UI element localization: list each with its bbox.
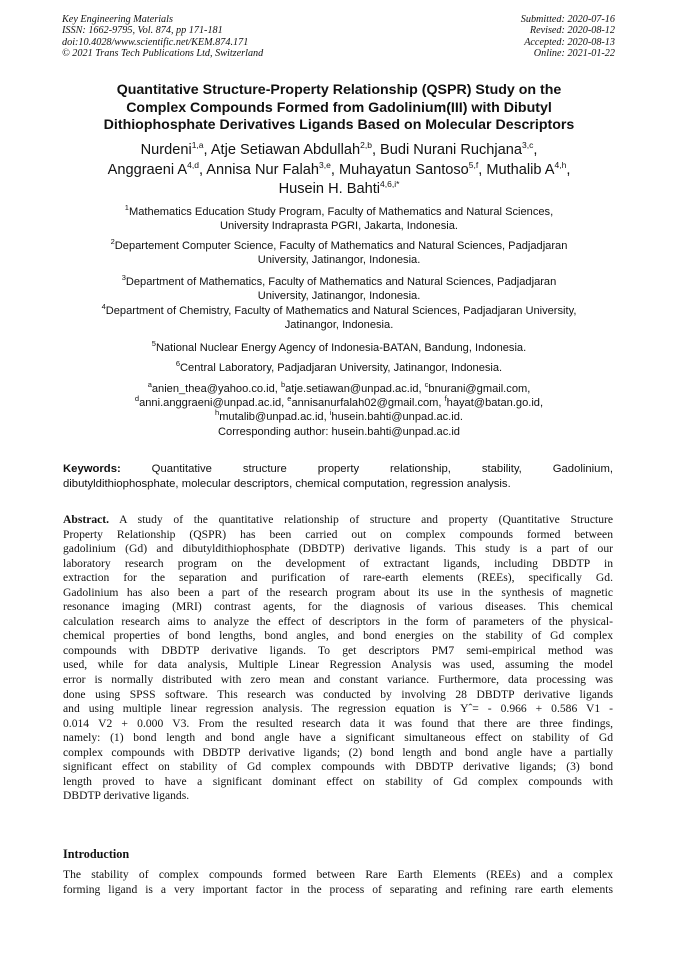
author-line (40, 161, 638, 181)
email-link[interactable]: anien_thea@yahoo.co.id, (151, 383, 281, 395)
email-key: i (329, 408, 332, 418)
email-link[interactable]: husein.bahti@unpad.ac.id. (331, 411, 463, 424)
abstract-line: laboratory research program on the development of extractant ligands, including DBDTP in (63, 556, 613, 570)
email-key: e (287, 394, 292, 404)
author-separator: , (533, 142, 538, 158)
affil-line: Jatinangor, Indonesia. (284, 319, 394, 332)
author-affil-sup: 4,d (187, 159, 199, 170)
affil-text: Central Laboratory, Padjadjaran University, Jatinangor, Indonesia. (180, 362, 503, 374)
author-name: Anggraeni A (107, 161, 188, 178)
abstract-line: DBDTP derivative ligands. (63, 789, 190, 803)
affil-line (40, 275, 638, 289)
keyword-word: relationship, (390, 463, 451, 475)
introduction-text (63, 868, 613, 898)
author-name: , Budi Nurani Ruchjana (371, 142, 523, 158)
abstract-line: calculation research aims to analyze the effect of descriptors in the form of parameters of the physical- (63, 614, 613, 628)
abstract (63, 513, 613, 804)
abstract-line: and using multiple linear regression analysis. The regression equation is Yˆ= - 0.966 + 0.586 V1 - (63, 702, 613, 716)
keyword-word: Gadolinium, (552, 463, 613, 475)
email-link[interactable]: hayat@batan.go.id, (446, 397, 544, 410)
author-affil-sup: 3,e (319, 159, 331, 170)
author-name: , Muthalib A (478, 161, 555, 178)
email-key: f (444, 394, 447, 404)
email-link[interactable]: atje.setiawan@unpad.ac.id, (285, 383, 425, 395)
online-date: Online: 2021-01-22 (533, 47, 615, 59)
affiliation-2 (40, 239, 638, 267)
abstract-line: error is normally distributed with zero mean and constant variance. Furthermore, data processing was (63, 673, 613, 687)
email-line (40, 410, 638, 424)
email-key: b (280, 380, 286, 389)
email-line (40, 396, 638, 410)
affil-line (40, 205, 638, 219)
email-key: a (147, 380, 152, 389)
author-line (40, 180, 638, 200)
affil-line (40, 341, 638, 355)
affiliation-5 (40, 341, 638, 355)
abstract-line: namely: (1) bond length and bond angle have a significant simultaneous effect on stability of Gd (63, 731, 613, 745)
affil-line: University Indraprasta PGRI, Jakarta, Indonesia. (219, 220, 458, 233)
email-line (40, 382, 638, 396)
journal-name: Key Engineering Materials (62, 14, 173, 25)
author-separator: , (566, 161, 571, 178)
author-affil-sup: 3,c (522, 140, 534, 150)
affil-number: 1 (124, 203, 129, 212)
abstract-line: Gadolinium has also been a part of the research program about its use in the synthesis of magnetic (63, 585, 613, 599)
affil-text: Departement Computer Science, Faculty of Mathematics and Natural Sciences, Padjadjaran (114, 240, 568, 252)
keyword-word: Quantitative (151, 463, 212, 475)
abstract-line: significant effect on stability of Gd complex compounds with DBDTP derivative ligands; (3) bond (63, 760, 613, 774)
copyright-line: © 2021 Trans Tech Publications Ltd, Switzerland (62, 47, 264, 59)
keyword-word: stability, (481, 463, 522, 475)
title-line: Dithiophosphate Derivatives Ligands Based on Molecular Descriptors (103, 117, 575, 133)
title-line: Quantitative Structure-Property Relationship (QSPR) Study on the (116, 82, 562, 98)
author-name: , Atje Setiawan Abdullah (203, 142, 361, 158)
issn-line: ISSN: 1662-9795, Vol. 874, pp 171-181 (62, 25, 223, 37)
abstract-label: Abstract. (63, 513, 110, 526)
abstract-line: used, while for data analysis, Multiple Linear Regression Analysis was used, assuming the model (63, 658, 613, 672)
author-affil-sup: 1,a (191, 140, 204, 150)
email-key: h (215, 408, 220, 418)
author-line (40, 141, 638, 161)
affiliation-3 (40, 275, 638, 303)
affil-line: University, Jatinangor, Indonesia. (257, 290, 421, 303)
author-name: , Muhayatun Santoso (330, 161, 469, 178)
email-key: c (424, 380, 429, 389)
email-link[interactable]: annisanurfalah02@gmail.com, (291, 397, 445, 410)
affil-number: 4 (101, 302, 106, 311)
affil-number: 5 (151, 339, 156, 348)
affil-text: National Nuclear Energy Agency of Indonesia-BATAN, Bandung, Indonesia. (155, 342, 527, 354)
abstract-line: done using SPSS software. This research was conducted by involving 28 DBDTP derivative ligands (63, 687, 613, 701)
email-list (40, 382, 638, 439)
affil-line: University, Jatinangor, Indonesia. (257, 254, 421, 267)
publication-dates (521, 14, 615, 59)
author-affil-sup: 4,6,i* (380, 179, 400, 189)
author-name: Husein H. Bahti (278, 181, 381, 197)
abstract-line (63, 513, 613, 528)
affil-number: 3 (121, 273, 126, 282)
keywords-label: Keywords: (63, 463, 121, 475)
author-affil-sup: 2,b (360, 140, 372, 150)
affil-number: 2 (110, 237, 115, 246)
keyword-word: structure (242, 463, 287, 475)
paper-title (40, 82, 638, 135)
author-affil-sup: 5,f (468, 159, 479, 170)
abstract-line: length proved to have a significant dominant effect on stability of Gd complex compounds with (63, 774, 613, 788)
affil-text: Department of Chemistry, Faculty of Mathematics and Natural Sciences, Padjadjaran University, (105, 305, 577, 317)
keywords (63, 462, 613, 491)
affil-line (40, 361, 638, 375)
affiliation-6 (40, 361, 638, 375)
intro-line: The stability of complex compounds formed between Rare Earth Elements (REEs) and a complex (63, 868, 613, 881)
abstract-text: A study of the quantitative relationship of structure and property (Quantitative Structure (109, 513, 613, 526)
email-link[interactable]: anni.anggraeni@unpad.ac.id, (139, 397, 288, 410)
journal-info (62, 14, 263, 59)
affil-line (40, 304, 638, 318)
abstract-line: extraction for the separation and purification of rare-earth elements (REEs), specifically Gd. (63, 571, 613, 585)
abstract-line: complex compounds with DBDTP derivative ligands; (2) bond length and bond angle have a partially (63, 745, 613, 759)
title-line: Complex Compounds Formed from Gadolinium(III) with Dibutyl (126, 99, 552, 116)
email-link[interactable]: mutalib@unpad.ac.id, (219, 411, 330, 424)
intro-line: forming ligand is a very important factor in the process of separating and refining rare earth elements (63, 882, 613, 896)
affil-text: Department of Mathematics, Faculty of Mathematics and Natural Sciences, Padjadjaran (125, 276, 557, 288)
revised-date: Revised: 2020-08-12 (529, 25, 615, 37)
affiliation-4 (40, 304, 638, 332)
author-name: , Annisa Nur Falah (198, 161, 320, 178)
affil-text: Mathematics Education Study Program, Faculty of Mathematics and Natural Sciences, (128, 206, 554, 218)
keywords-line: dibutyldithiophosphate, molecular descriptors, chemical computation, regression analysis. (63, 477, 511, 490)
corresponding-author: Corresponding author: husein.bahti@unpad.ac.id (218, 425, 460, 438)
email-key: d (134, 394, 140, 404)
keywords-line (63, 462, 613, 477)
abstract-line: 0.014 V2 + 0.000 V3. From the resulted research data it was found that there are three findings, (63, 716, 613, 730)
doi-line[interactable]: doi:10.4028/www.scientific.net/KEM.874.171 (62, 36, 249, 48)
affiliation-1 (40, 205, 638, 233)
affil-line (40, 239, 638, 253)
submitted-date: Submitted: 2020-07-16 (520, 14, 615, 25)
email-link[interactable]: bnurani@gmail.com, (428, 383, 531, 395)
section-heading-introduction: Introduction (63, 847, 130, 861)
abstract-line: gadolinium (Gd) and dibutyldithiophosphate (DBDTP) derivative ligands. This study is a part of our (63, 542, 613, 556)
abstract-line: compounds with DBDTP derivative ligands. To get descriptors PM7 semi-empirical method was (63, 643, 613, 657)
abstract-line: Property Relationship (QSPR) has been carried out on complex compounds formed between (63, 527, 613, 541)
accepted-date: Accepted: 2020-08-13 (524, 36, 615, 48)
affil-number: 6 (175, 359, 181, 368)
keyword-word: property (317, 463, 360, 475)
abstract-line: resonance imaging (MRI) contrast agents, for the diagnosis of various diseases. This chemical (63, 600, 613, 614)
author-affil-sup: 4,h (554, 159, 567, 170)
author-list (40, 141, 638, 200)
abstract-line: chemical properties of bond lengths, bond angles, and bond energies on the stability of Gd complex (63, 629, 613, 643)
author-name: Nurdeni (140, 142, 192, 158)
